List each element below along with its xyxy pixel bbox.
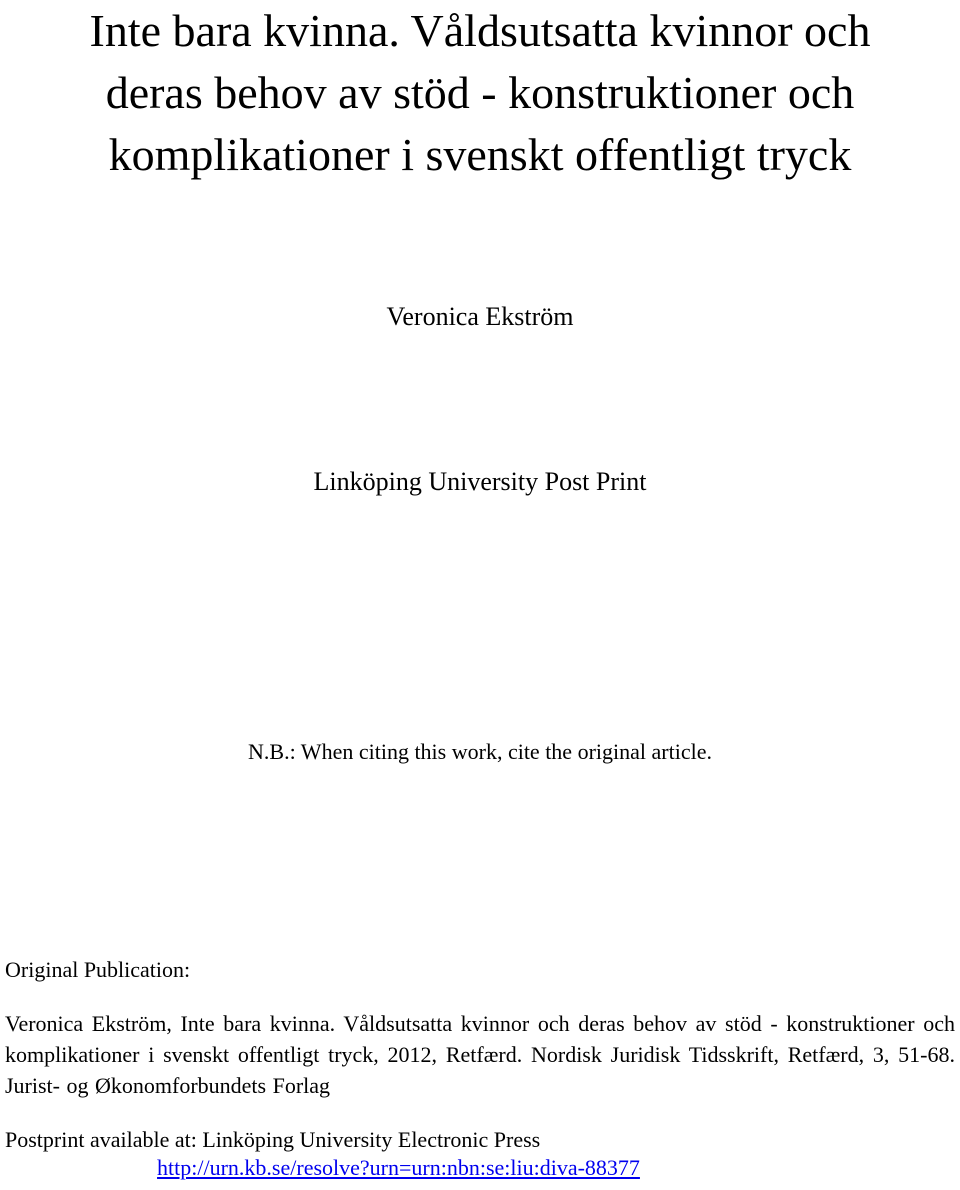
citation-note: N.B.: When citing this work, cite the original article. — [248, 739, 712, 764]
document-title — [0, 0, 960, 186]
title-line-3: komplikationer i svenskt offentligt tryck — [108, 129, 852, 180]
urn-link[interactable]: http://urn.kb.se/resolve?urn=urn:nbn:se:liu:diva-88377 — [157, 1155, 640, 1180]
author-name: Veronica Ekström — [386, 302, 574, 331]
availability-text: Postprint available at: Linköping University Electronic Press — [5, 1127, 541, 1152]
original-publication-label: Original Publication: — [5, 957, 191, 982]
title-line-1: Inte bara kvinna. Våldsutsatta kvinnor och — [89, 5, 871, 56]
urn-link-container — [0, 1153, 797, 1183]
title-line-2: deras behov av stöd - konstruktioner och — [105, 67, 855, 118]
citation-text: Veronica Ekström, Inte bara kvinna. Våldsutsatta kvinnor och deras behov av stöd - konstruktioner och komplikationer i svenskt offentligt tryck, 2012, Retfærd. Nordisk Juridisk Tidsskrift, Retfærd, 3, 51-68. Jurist- og Økonomforbundets Forlag — [5, 1011, 955, 1098]
post-print-series: Linköping University Post Print — [313, 467, 647, 496]
